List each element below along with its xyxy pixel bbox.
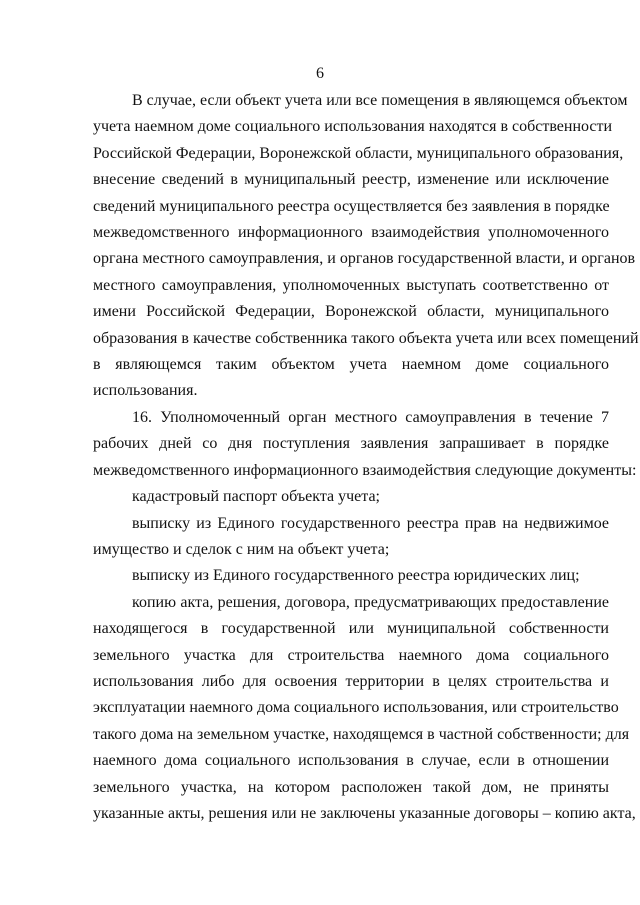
- text-line: имущество и сделок с ним на объект учета;: [93, 540, 390, 558]
- text-line: имени Российской Федерации, Воронежской области, муниципального: [93, 303, 609, 321]
- text-line: учета наемном доме социального использования находятся в собственности: [93, 118, 613, 136]
- text-line: кадастровый паспорт объекта учета;: [132, 488, 380, 506]
- text-line: рабочих дней со дня поступления заявления запрашивает в порядке: [93, 435, 609, 453]
- text-line: сведений муниципального реестра осуществляется без заявления в порядке: [93, 197, 610, 215]
- text-line: в являющемся таким объектом учета наемном доме социального: [93, 356, 609, 374]
- text-line: такого дома на земельном участке, находящемся в частной собственности; для: [93, 725, 630, 743]
- text-line: Российской Федерации, Воронежской области, муниципального образования,: [93, 144, 624, 162]
- text-line: находящегося в государственной или муниципальной собственности: [93, 620, 609, 638]
- text-line: выписку из Единого государственного реестра прав на недвижимое: [132, 514, 609, 532]
- text-line: копию акта, решения, договора, предусматривающих предоставление: [132, 593, 609, 611]
- text-line: 16. Уполномоченный орган местного самоуправления в течение 7: [132, 408, 609, 426]
- text-line: межведомственного информационного взаимодействия уполномоченного: [93, 224, 609, 242]
- text-line: внесение сведений в муниципальный реестр, изменение или исключение: [93, 171, 609, 189]
- text-line: земельного участка для строительства наемного дома социального: [93, 646, 609, 664]
- paragraph: [93, 484, 609, 510]
- text-line: наемного дома социального использования в случае, если в отношении: [93, 752, 609, 770]
- text-line: В случае, если объект учета или все помещения в являющемся объектом: [132, 92, 628, 109]
- text-line: указанные акты, решения или не заключены указанные договоры – копию акта,: [93, 804, 636, 822]
- paragraph: [93, 88, 639, 405]
- paragraph: [93, 563, 609, 589]
- paragraph: [93, 511, 609, 564]
- text-line: использования.: [93, 382, 198, 400]
- text-line: земельного участка, на котором расположен такой дом, не приняты: [93, 778, 609, 796]
- text-line: органа местного самоуправления, и органов государственной власти, и органов: [93, 250, 636, 268]
- text-line: образования в качестве собственника такого объекта учета или всех помещений: [93, 329, 639, 347]
- text-line: местного самоуправления, уполномоченных выступать соответственно от: [93, 276, 609, 294]
- text-line: использования либо для освоения территории в целях строительства и: [93, 672, 609, 690]
- text-line: эксплуатации наемного дома социального использования, или строительство: [93, 699, 619, 717]
- document-body: [93, 88, 639, 827]
- text-line: межведомственного информационного взаимодействия следующие документы:: [93, 461, 637, 479]
- paragraph: [93, 590, 636, 828]
- text-line: выписку из Единого государственного реестра юридических лиц;: [132, 567, 580, 585]
- paragraph: [93, 405, 637, 484]
- page-number: 6: [316, 65, 324, 82]
